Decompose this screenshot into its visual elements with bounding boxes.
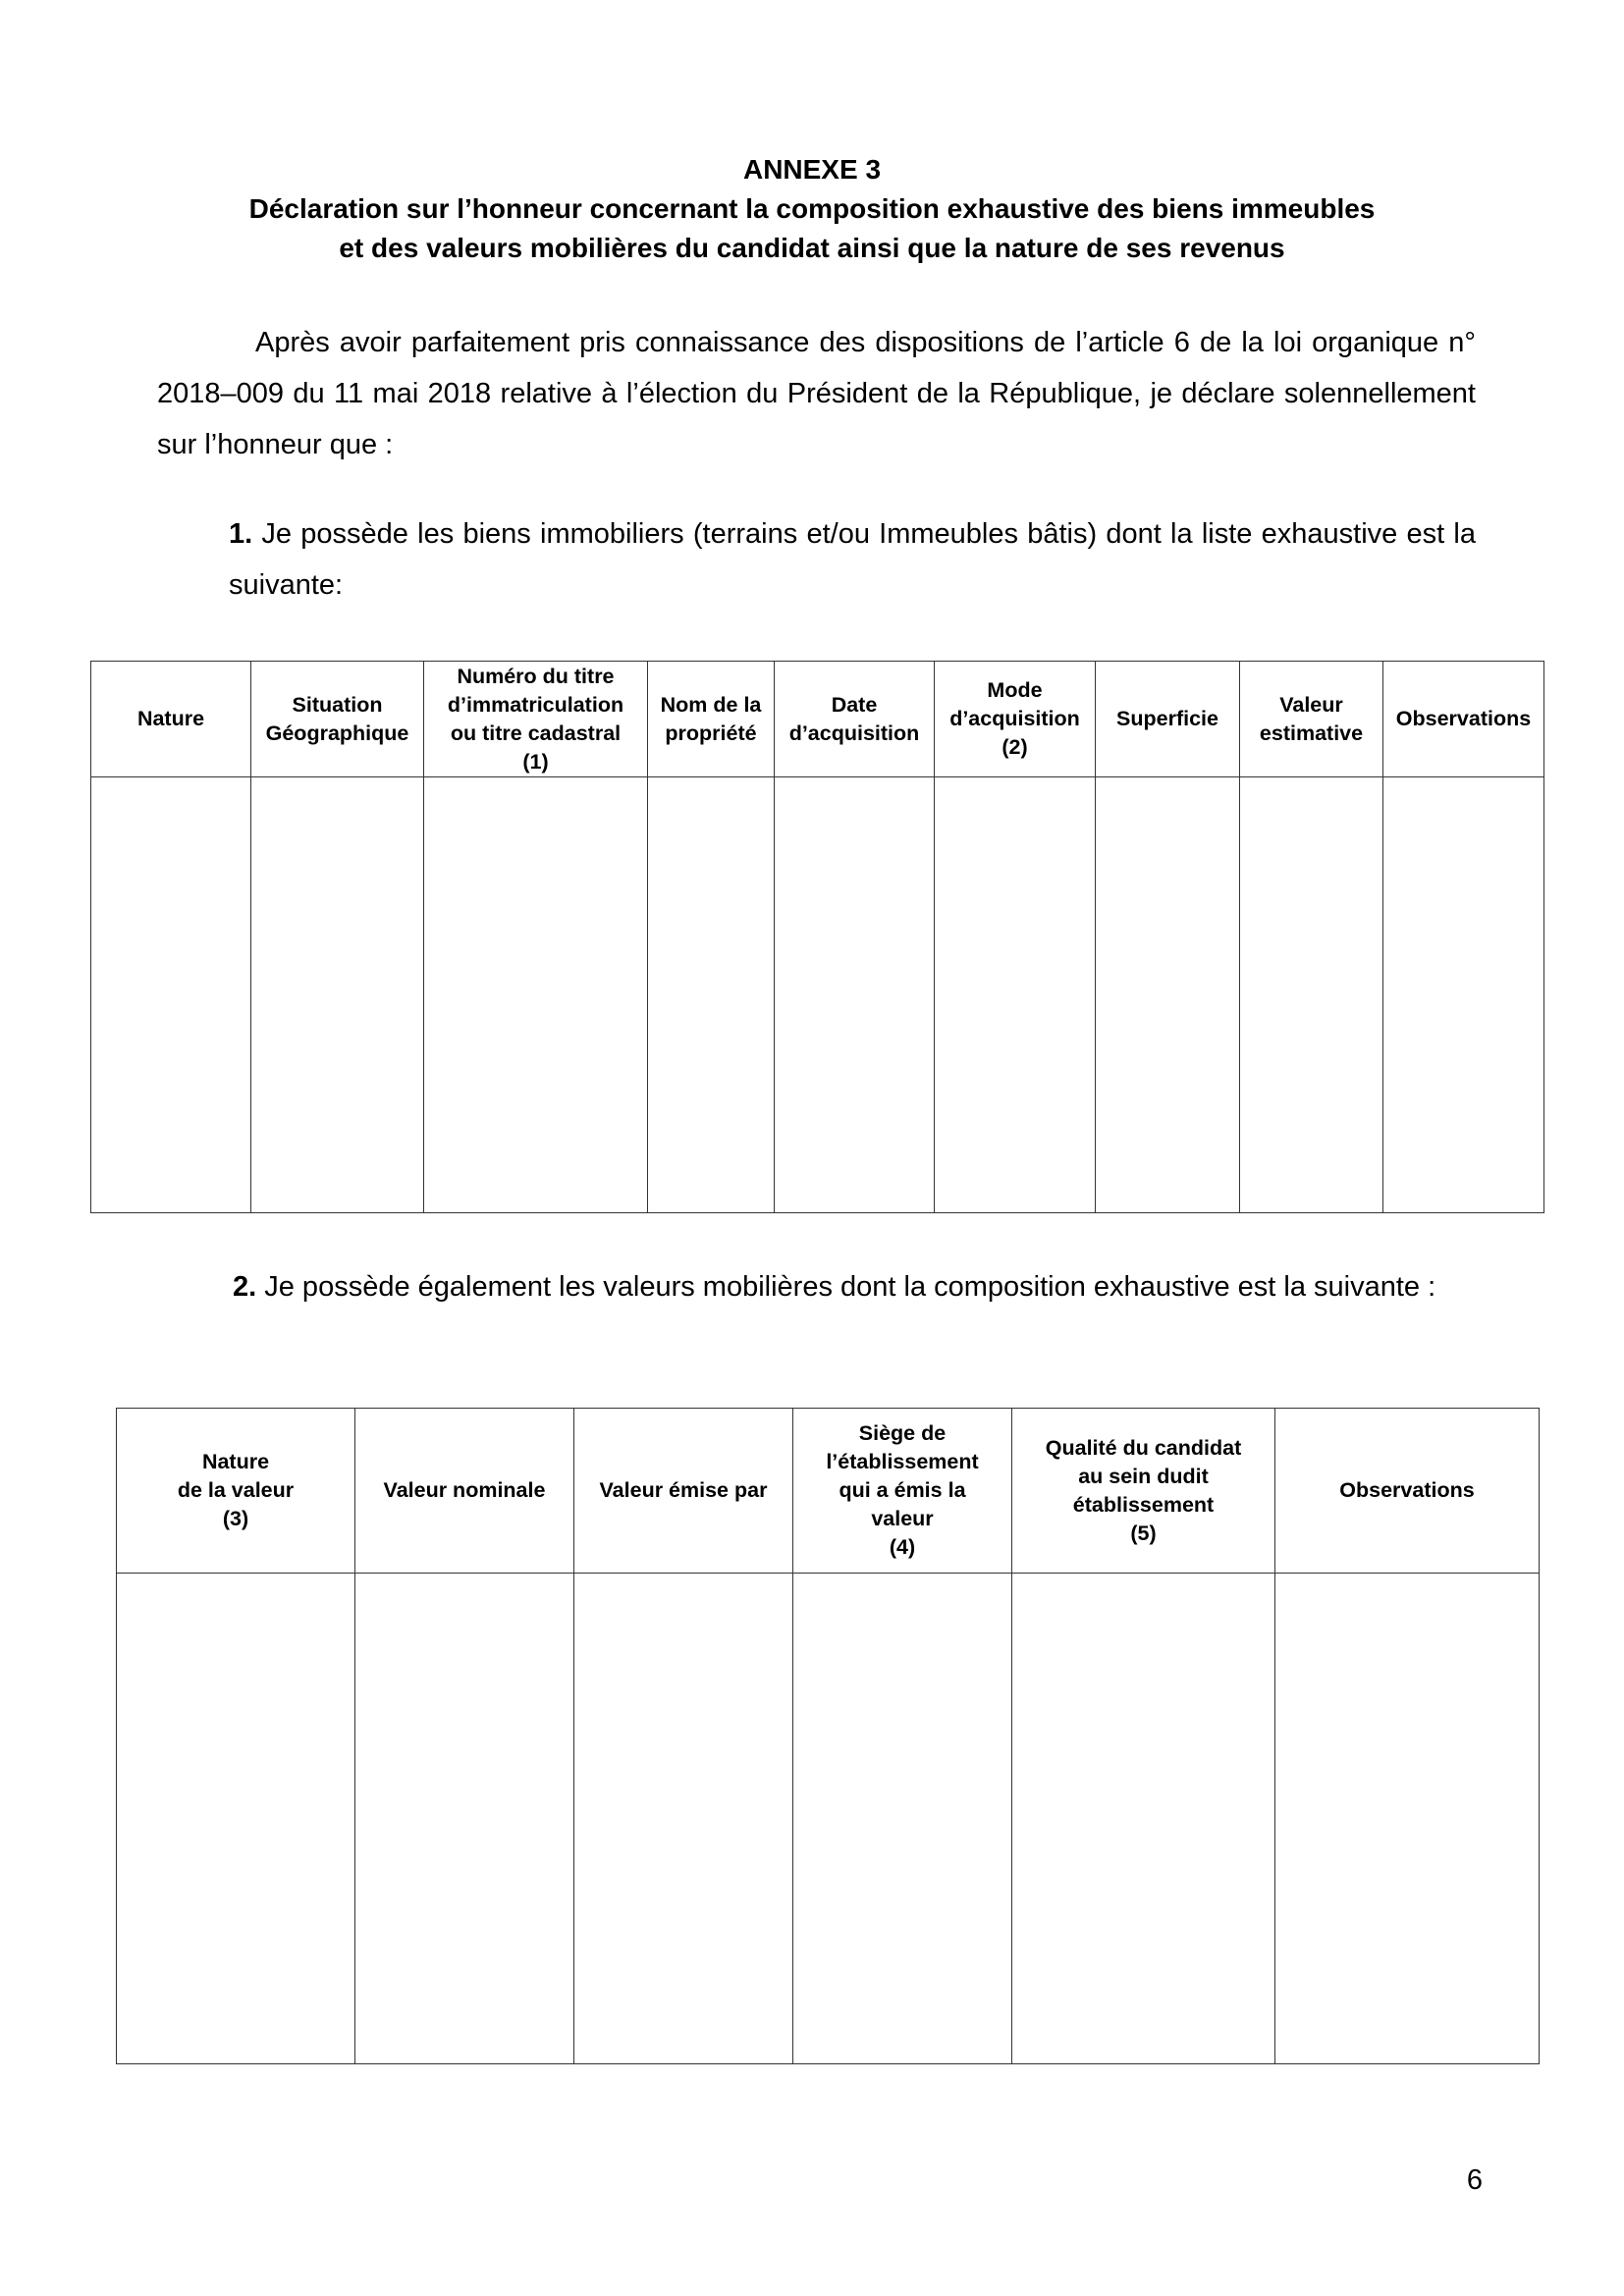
column-header-line: Observations <box>1395 707 1532 730</box>
entry-cell[interactable] <box>117 1574 355 2064</box>
column-header <box>1096 662 1240 777</box>
column-header-line: ou titre cadastral <box>450 721 622 745</box>
column-header-line: Géographique <box>265 721 409 745</box>
column-header-line: Superficie <box>1116 707 1218 730</box>
entry-cell[interactable] <box>775 777 935 1213</box>
entry-cell[interactable] <box>1383 777 1544 1213</box>
column-header-line: Situation <box>292 692 383 717</box>
section-2-text <box>233 1261 1476 1312</box>
column-header-line: Valeur nominale <box>383 1478 546 1502</box>
column-header-line: (1) <box>522 749 549 774</box>
real-estate-table <box>90 661 1544 1213</box>
column-header <box>424 662 648 777</box>
table1-body-row <box>91 777 1544 1213</box>
entry-cell[interactable] <box>793 1574 1012 2064</box>
section-1-number: 1. <box>229 518 253 550</box>
column-header-line: Nom de la <box>660 692 762 717</box>
entry-cell[interactable] <box>355 1574 574 2064</box>
column-header-line: d’immatriculation <box>447 692 624 717</box>
column-header-line: Numéro du titre <box>457 664 615 688</box>
column-header <box>1012 1409 1275 1574</box>
column-header-line: Mode <box>987 678 1043 702</box>
column-header-line: l’établissement <box>826 1450 979 1473</box>
column-header-line: (2) <box>1001 735 1028 759</box>
entry-cell[interactable] <box>1275 1574 1540 2064</box>
column-header-line: Valeur <box>1279 692 1343 717</box>
column-header <box>775 662 935 777</box>
table1-header-row <box>91 662 1544 777</box>
title-line-1: Déclaration sur l’honneur concernant la composition exhaustive des biens immeubles <box>248 193 1376 224</box>
column-header-line: Date <box>831 692 878 717</box>
page-number: 6 <box>1466 2164 1483 2196</box>
column-header-line: établissement <box>1072 1492 1215 1517</box>
column-header-line: d’acquisition <box>788 721 920 745</box>
entry-cell[interactable] <box>251 777 424 1213</box>
table2-body-row <box>117 1574 1540 2064</box>
entry-cell[interactable] <box>1012 1574 1275 2064</box>
column-header-line: (3) <box>222 1507 249 1530</box>
column-header <box>1275 1409 1540 1574</box>
column-header <box>251 662 424 777</box>
column-header <box>1240 662 1383 777</box>
column-header-line: Nature <box>201 1450 270 1473</box>
column-header-line: (4) <box>889 1535 916 1559</box>
column-header <box>117 1409 355 1574</box>
column-header <box>935 662 1096 777</box>
column-header-line: Observations <box>1339 1478 1475 1502</box>
intro-paragraph: Après avoir parfaitement pris connaissance des dispositions de l’article 6 de la loi organique n° 2018–009 du 11 mai 2018 relative à l’élection du Président de la République, je déclare solennellement sur l’honneur que : <box>157 327 1476 460</box>
column-header <box>355 1409 574 1574</box>
entry-cell[interactable] <box>424 777 648 1213</box>
column-header-line: de la valeur <box>177 1478 295 1502</box>
column-header-line: valeur <box>871 1507 934 1530</box>
section-2-number: 2. <box>233 1271 257 1303</box>
column-header <box>91 662 251 777</box>
column-header-line: au sein dudit <box>1078 1464 1209 1488</box>
entry-cell[interactable] <box>91 777 251 1213</box>
document-heading <box>0 150 1624 268</box>
entry-cell[interactable] <box>648 777 775 1213</box>
column-header <box>793 1409 1012 1574</box>
entry-cell[interactable] <box>935 777 1096 1213</box>
entry-cell[interactable] <box>574 1574 793 2064</box>
securities-table <box>116 1408 1540 2064</box>
column-header-line: Nature <box>136 707 205 730</box>
column-header-line: d’acquisition <box>949 707 1080 730</box>
column-header-line: propriété <box>665 721 757 745</box>
column-header-line: estimative <box>1259 721 1364 745</box>
column-header <box>648 662 775 777</box>
section-1-body: Je possède les biens immobiliers (terrains et/ou Immeubles bâtis) dont la liste exhaustive est la suivante: <box>229 518 1476 601</box>
column-header <box>1383 662 1544 777</box>
column-header <box>574 1409 793 1574</box>
section-1-text <box>229 508 1476 611</box>
annex-label: ANNEXE 3 <box>742 154 882 185</box>
table2-header-row <box>117 1409 1540 1574</box>
title-line-2: et des valeurs mobilières du candidat ainsi que la nature de ses revenus <box>339 233 1285 263</box>
column-header-line: Qualité du candidat <box>1045 1435 1242 1460</box>
column-header-line: Siège de <box>858 1421 947 1445</box>
column-header-line: (5) <box>1130 1521 1157 1545</box>
column-header-line: Valeur émise par <box>599 1478 768 1502</box>
column-header-line: qui a émis la <box>839 1478 966 1502</box>
section-2-body: Je possède également les valeurs mobilières dont la composition exhaustive est la suivante : <box>264 1271 1436 1303</box>
entry-cell[interactable] <box>1240 777 1383 1213</box>
entry-cell[interactable] <box>1096 777 1240 1213</box>
